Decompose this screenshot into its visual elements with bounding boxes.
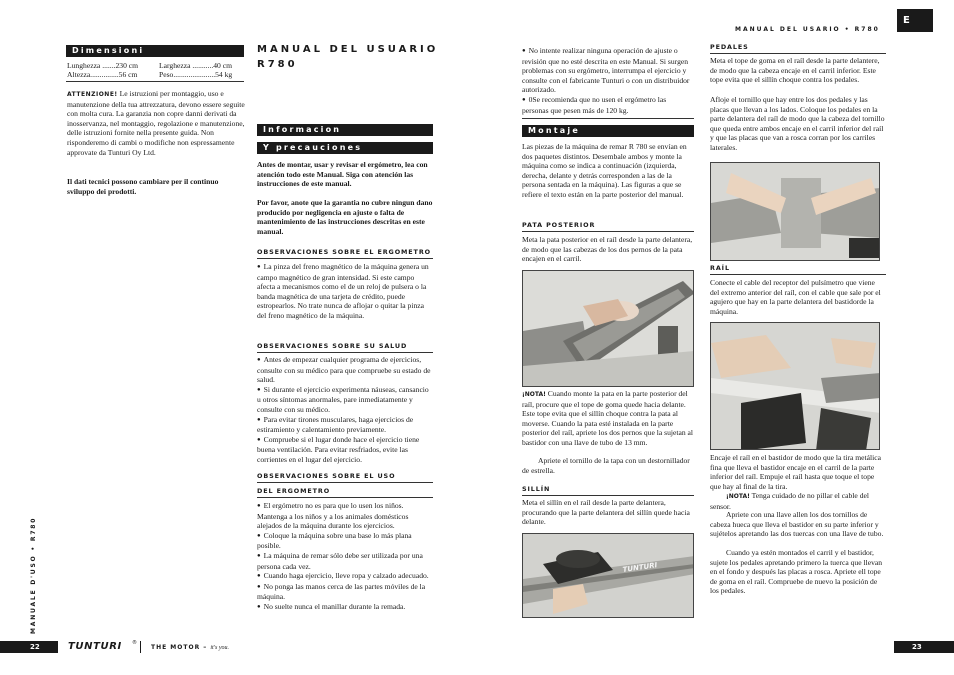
side-label: MANUALE D'USO • R780 — [30, 516, 37, 634]
logo-registered: ® — [132, 640, 137, 646]
tagline-bold: THE MOTOR – — [151, 644, 211, 651]
pedales-text-2: Afloje el tornillo que hay entre los dos pedales y las placas que llevan a los lados. Coloque los pedales en la parte delantera del raíl de modo que la cabeza del tornillo que queda entre ambos encaje en el carril inferior del raíl y que las placas que van a rosca corran por los carriles laterales. — [710, 95, 885, 152]
pedales-text: Meta el tope de goma en el raíl desde la parte delantere, de modo que la cabeza encaje en el carril inferior. Este tope evita que el sillín choque contra los pedales. — [710, 56, 880, 85]
photo-seat — [522, 533, 694, 618]
logo-divider — [140, 641, 141, 653]
dimensions-table — [67, 61, 245, 80]
col3-top-list — [522, 46, 694, 115]
nota-label: ¡NOTA! — [726, 493, 750, 500]
nota-text: Tenga cuidado de no pillar el cable del sensor. — [710, 491, 869, 511]
heading-sillin: SILLÍN — [522, 485, 694, 496]
tagline-italic: it's you. — [210, 645, 229, 651]
heading-obs-salud: OBSERVACIONES SOBRE SU SALUD — [257, 342, 433, 353]
section-bar-montaje: Montaje — [522, 125, 694, 137]
seat-brand-label: TUNTURI — [622, 561, 658, 574]
pata-text: Meta la pata posterior en el raíl desde la parte delantera, de modo que las cabezas de los dos pernos de la pata encajen en el carril. — [522, 235, 693, 264]
sillin-text: Meta el sillín en el raíl desde la parte delantera, procurando que la parte delantera del sillín quede hacia delante. — [522, 498, 690, 527]
pedals-illustration — [711, 163, 880, 261]
tunturi-logo: TUNTURI — [68, 641, 122, 652]
list-item: ● 0Se recomienda que no usen el ergómetro las personas que pesen más de 120 kg. — [522, 95, 694, 115]
table-row — [67, 70, 245, 79]
attenzione-label: ATTENZIONE! — [67, 91, 118, 98]
table-row — [67, 61, 245, 70]
heading-rail: RAÍL — [710, 264, 886, 275]
list-item: ● Para evitar tirones musculares, haga ejercicios de estiramiento y calentamiento previamente. — [257, 415, 433, 435]
attenzione-text: Le istruzioni per montaggio, uso e manutenzione della tua attrezzatura, devono essere seguite con molta cura. La garanzia non copre danni derivati da inosservanza, nel montaggio, regolazione e manutenzione, delle istruzioni fornite nella presente guida. Non risponderemo di cambi o modifiche non espressamente approvate da Tunturi Oy Ltd. — [67, 89, 245, 157]
table-cell: Altezza...............56 cm — [67, 70, 138, 80]
section-bar-precauciones: Y precauciones — [257, 142, 433, 154]
intro-bold-2: Por favor, anote que la garantia no cubre ningun dano producido por negligencia en ajuste o falta de mantenimiento de las instrucciones descritas en este manual. — [257, 198, 433, 236]
obs-ergometro-text: ● La pinza del freno magnético de la máquina genera un campo magnético de gran intensidad. Si este campo afecta a mecanismos como el de un reloj de pulsera o la banda magnética de una tarjeta de crédito, puede estropearlos. No trate nunca de aflojar o quitar la pinza del freno magnético de la máquina. — [257, 262, 433, 321]
manual-title-line-1: MANUAL DEL USUARIO — [257, 44, 439, 55]
list-item: ● La máquina de remar sólo debe ser utilizada por una persona cada vez. — [257, 551, 433, 571]
rail-text: Conecte el cable del receptor del pulsímetro que viene del extremo anterior del raíl, con el cable que sale por el agujero que hay en la parte delantera del bastidorde la máquina. — [710, 278, 881, 316]
list-item: ● Coloque la máquina sobre una base lo más plana posible. — [257, 531, 433, 551]
tagline — [151, 644, 229, 652]
list-item: ● Antes de empezar cualquier programa de ejercicios, consulte con su médico para que compruebe su estado de salud. — [257, 355, 433, 385]
list-item: ● No suelte nunca el manillar durante la remada. — [257, 602, 433, 613]
list-item: ● Si durante el ejercicio experimenta náuseas, cansancio u otros síntomas anormales, pare inmediatamente y consulte con su médico. — [257, 385, 433, 415]
list-item: ● No intente realizar ninguna operación de ajuste o revisión que no esté descrita en este Manual. Si surgen problemas con su ergómetro, interrumpa el ejercicio y consulte con el fabricante Tunturi o con un distribuidor autorizado. — [522, 46, 694, 95]
rights-paragraph: Il dati tecnici possono cambiare per il continuo sviluppo dei prodotti. — [67, 177, 219, 196]
heading-obs-uso-2: DEL ERGOMETRO — [257, 487, 433, 498]
intro-bold-1: Antes de montar, usar y revisar el ergómetro, lea con atención todo este Manual. Siga con atención las instrucciones de este manual. — [257, 160, 428, 189]
final-text: Cuando ya estén montados el carril y el bastidor, sujete los pedales apretando primero la tuerca que llevan en el fondo y después las placas a rosca. Apriete ell tope de goma en el raíl. Compruebe de nuevo la posición de los pedales. — [710, 548, 883, 596]
manual-title-line-2: R780 — [257, 59, 298, 70]
photo-rear-leg — [522, 270, 694, 387]
heading-obs-uso: OBSERVACIONES SOBRE EL USO — [257, 472, 433, 483]
heading-pedales: PEDALES — [710, 43, 886, 54]
table-cell: Peso......................54 kg — [159, 70, 233, 80]
pata-nota — [522, 389, 694, 448]
section-bar-dimensioni: Dimensioni — [66, 45, 244, 57]
list-item: ● No ponga las manos cerca de las partes móviles de la máquina. — [257, 582, 433, 602]
nota-text: Cuando monte la pata en la parte posterior del raíl, procure que el tope de goma quede hacia delante. Este tope evita que el sillín choque contra la pata al moverse. Cuando la pata esté instalada en la parte posterior del raíl, apriete los dos pernos que la sujetan al bastidor con una llave de tubo de 13 mm. — [522, 389, 694, 447]
manual-title — [257, 42, 438, 72]
rear-leg-illustration — [523, 271, 694, 387]
page-number-right: 23 — [894, 641, 954, 653]
table-cell: Larghezza ...........40 cm — [159, 61, 233, 70]
list-item: ● Cuando haga ejercicio, lleve ropa y calzado adecuado. — [257, 571, 433, 582]
table-cell: Lunghezza .......230 cm — [67, 61, 139, 70]
rail-illustration — [711, 323, 880, 450]
apriete-text: Apriete con una llave allen los dos tornillos de cabeza hueca que lleva el bastidor en su parte inferior y sujételos apretando las dos tuercas con una llave de tubo. — [710, 510, 884, 539]
nota-label: ¡NOTA! — [522, 391, 546, 398]
attenzione-paragraph — [67, 89, 245, 157]
photo-rail — [710, 322, 880, 450]
heading-obs-ergometro: OBSERVACIONES SOBRE EL ERGOMETRO — [257, 248, 433, 259]
dimensions-rule — [66, 81, 244, 82]
language-tab: E — [897, 9, 933, 32]
rail-nota — [710, 491, 886, 511]
montaje-text: Las piezas de la máquina de remar R 780 se envían en dos paquetes distintos. Desembale ambos y monte la máquina como se indica a continuación (izquierda, derecha, delante y detrás corresponden a las de la persona sentada en la máquina). Las figuras a que se refiere el texto están en la parte posterior del manual. — [522, 142, 687, 199]
list-item: ● Compruebe si el lugar donde hace el ejercicio tiene buena ventilación. Para evitar resfriados, evite las corrientes en el lugar del ejercicio. — [257, 435, 433, 465]
pata-nota-2: Apriete el tornillo de la tapa con un destornillador de estrella. — [522, 456, 690, 475]
col3-rule — [522, 118, 694, 119]
running-header: MANUAL DEL USARIO • R780 — [735, 26, 880, 33]
seat-illustration — [523, 534, 694, 618]
uso-list — [257, 501, 433, 613]
encaje-text: Encaje el raíl en el bastidor de modo que la tira metálica fina que lleva el bastidor encaje en el carril de la parte inferior del raíl. Empuje el raíl hasta que toque el tope que hay al final de la tira. — [710, 453, 881, 491]
section-bar-informacion: Informacion — [257, 124, 433, 136]
list-item: ● El ergómetro no es para que lo usen los niños. Mantenga a los niños y a los animales domésticos alejados de la máquina durante los ejercicios. — [257, 501, 433, 531]
photo-pedals — [710, 162, 880, 261]
salud-list — [257, 355, 433, 465]
page-number-left: 22 — [0, 641, 58, 653]
heading-pata-posterior: PATA POSTERIOR — [522, 221, 694, 232]
